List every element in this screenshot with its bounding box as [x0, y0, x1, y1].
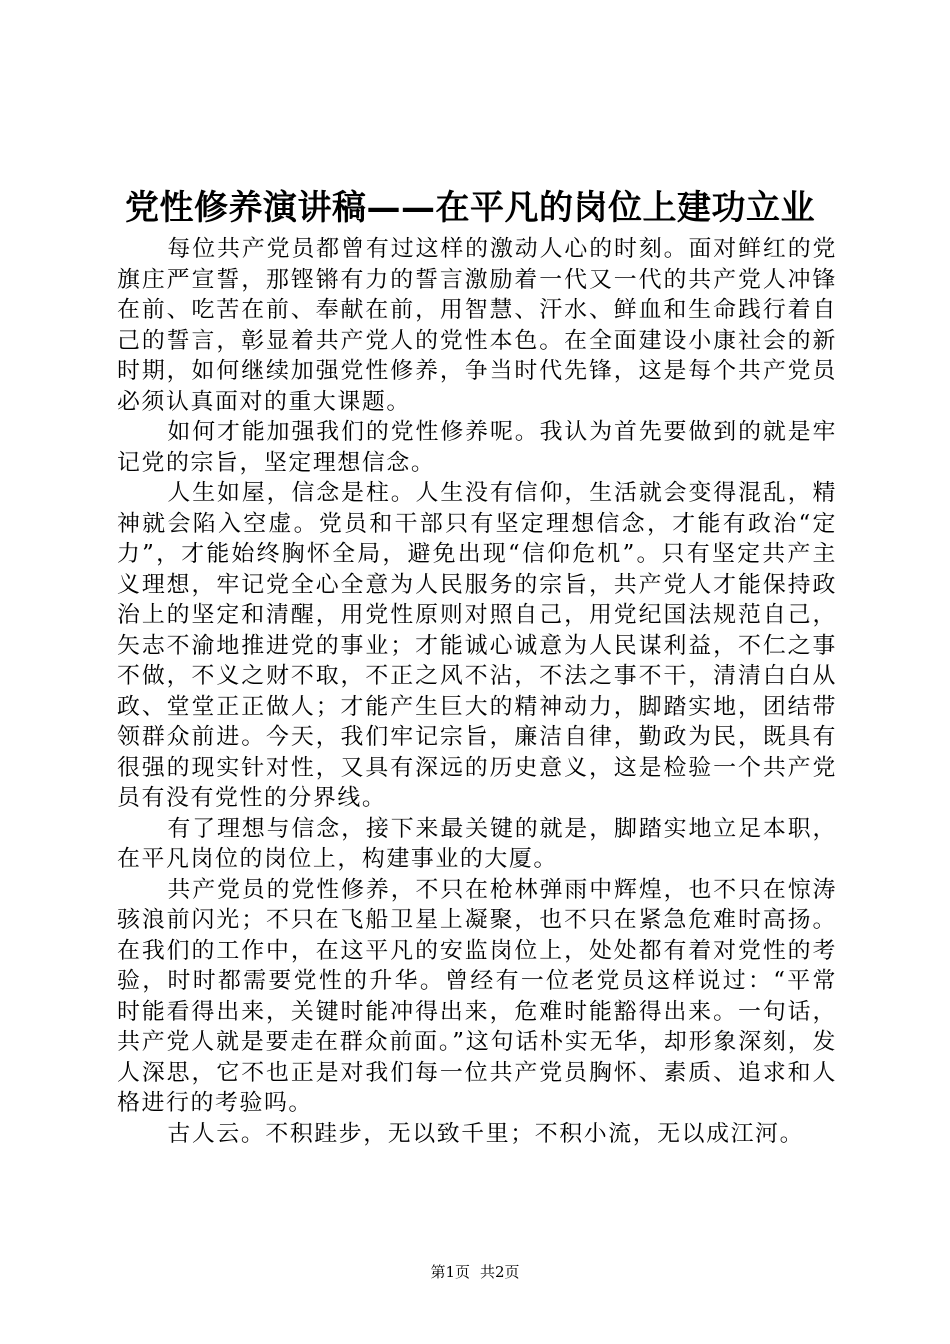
document-title: 党性修养演讲稿——在平凡的岗位上建功立业	[125, 188, 815, 228]
paragraph-2: 如何才能加强我们的党性修养呢。我认为首先要做到的就是牢记党的宗旨，坚定理想信念。	[117, 419, 837, 476]
page-number-total: 共2页	[480, 1263, 520, 1281]
paragraph-3: 人生如屋，信念是柱。人生没有信仰，生活就会变得混乱，精神就会陷入空虚。党员和干部只有坚定理想信念，才能有政治“定力”，才能始终胸怀全局，避免出现“信仰危机”。只有坚定共产主义理想，牢记党全心全意为人民服务的宗旨，共产党人才能保持政治上的坚定和清醒，用党性原则对照自己，用党纪国法规范自己，矢志不渝地推进党的事业；才能诚心诚意为人民谋利益，不仁之事不做，不义之财不取，不正之风不沾，不法之事不干，清清白白从政、堂堂正正做人；才能产生巨大的精神动力，脚踏实地，团结带领群众前进。今天，我们牢记宗旨，廉洁自律，勤政为民，既具有很强的现实针对性，又具有深远的历史意义，这是检验一个共产党员有没有党性的分界线。	[117, 480, 837, 811]
paragraph-6: 古人云。不积跬步，无以致千里；不积小流，无以成江河。	[167, 1120, 805, 1147]
page-number-current: 第1页	[430, 1263, 470, 1281]
page-footer	[0, 1262, 950, 1282]
paragraph-1: 每位共产党员都曾有过这样的激动人心的时刻。面对鲜红的党旗庄严宣誓，那铿锵有力的誓言激励着一代又一代的共产党人冲锋在前、吃苦在前、奉献在前，用智慧、汗水、鲜血和生命践行着自己的誓言，彰显着共产党人的党性本色。在全面建设小康社会的新时期，如何继续加强党性修养，争当时代先锋，这是每个共产党员必须认真面对的重大课题。	[117, 236, 837, 415]
paragraph-5: 共产党员的党性修养，不只在枪林弹雨中辉煌，也不只在惊涛骇浪前闪光；不只在飞船卫星上凝聚，也不只在紧急危难时高扬。在我们的工作中，在这平凡的安监岗位上，处处都有着对党性的考验，时时都需要党性的升华。曾经有一位老党员这样说过：“平常时能看得出来，关键时能冲得出来，危难时能豁得出来。一句话，共产党人就是要走在群众前面。”这句话朴实无华，却形象深刻，发人深思，它不也正是对我们每一位共产党员胸怀、素质、追求和人格进行的考验吗。	[117, 876, 837, 1116]
paragraph-4: 有了理想与信念，接下来最关键的就是，脚踏实地立足本职，在平凡岗位的岗位上，构建事业的大厦。	[117, 815, 837, 872]
document-body	[117, 234, 837, 1149]
